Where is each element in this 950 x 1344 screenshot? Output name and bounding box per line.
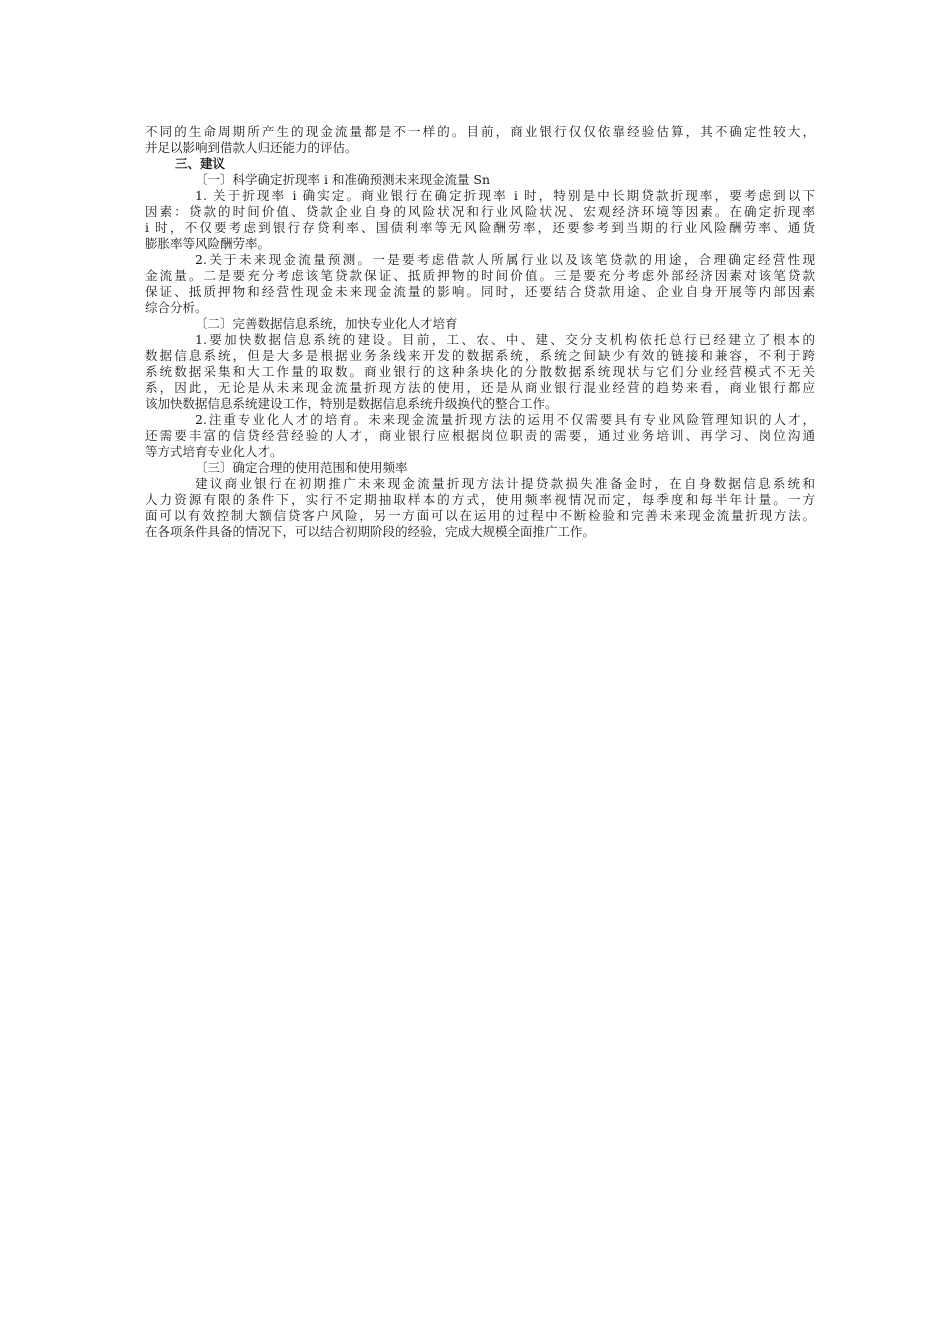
subsection-heading: 〔三〕确定合理的使用范围和使用频率 (195, 460, 408, 475)
text-line: 建议商业银行在初期推广未来现金流量折现方法计提贷款损失准备金时，在自身数据信息系统和 (195, 476, 815, 491)
text-line: 1. 关于折现率 i 确实定。商业银行在确定折现率 i 时，特别是中长期贷款折现率，要考虑到以下 (195, 188, 815, 203)
text-line: 因素：贷款的时间价值、贷款企业自身的风险状况和行业风险状况、宏观经济环境等因素。在确定折现率 (145, 204, 815, 219)
text-line: 在各项条件具备的情况下，可以结合初期阶段的经验，完成大规模全面推广工作。 (145, 524, 596, 539)
subsection-heading: 〔二〕完善数据信息系统，加快专业化人才培育 (195, 316, 458, 331)
text-line: 还需要丰富的信贷经营经验的人才，商业银行应根据岗位职责的需要，通过业务培训、再学习、岗位沟通 (145, 428, 815, 443)
text-line: 金流量。二是要充分考虑该笔贷款保证、抵质押物的时间价值。三是要充分考虑外部经济因素对该笔贷款 (145, 268, 815, 283)
text-line: 面可以有效控制大额信贷客户风险，另一方面可以在运用的过程中不断检验和完善未来现金流量折现方法。 (145, 508, 815, 523)
text-line: 该加快数据信息系统建设工作，特别是数据信息系统升级换代的整合工作。 (145, 396, 558, 411)
text-line: 不同的生命周期所产生的现金流量都是不一样的。目前，商业银行仅仅依靠经验估算，其不确定性较大， (145, 124, 815, 139)
text-line: 2.注重专业化人才的培育。未来现金流量折现方法的运用不仅需要具有专业风险管理知识的人才， (195, 412, 815, 427)
text-line: 系，因此，无论是从未来现金流量折现方法的使用，还是从商业银行混业经营的趋势来看，商业银行都应 (145, 380, 815, 395)
text-line: 膨胀率等风险酬劳率。 (145, 236, 271, 251)
text-line: 人力资源有限的条件下，实行不定期抽取样本的方式，使用频率视情况而定，每季度和每半年计量。一方 (145, 492, 815, 507)
text-line: 综合分析。 (145, 300, 208, 315)
subsection-heading: 〔一〕科学确定折现率 i 和准确预测未来现金流量 Sn (195, 172, 491, 187)
text-line: i 时，不仅要考虑到银行存贷利率、国债利率等无风险酬劳率，还要参考到当期的行业风险酬劳率、通货 (145, 220, 815, 235)
text-line: 等方式培育专业化人才。 (145, 444, 283, 459)
text-line: 2.关于未来现金流量预测。一是要考虑借款人所属行业以及该笔贷款的用途，合理确定经营性现 (195, 252, 815, 267)
text-line: 并足以影响到借款人归还能力的评估。 (145, 140, 358, 155)
text-line: 系统数据采集和大工作量的取数。商业银行的这种条块化的分散数据系统现状与它们分业经营模式不无关 (145, 364, 815, 379)
document-body (145, 124, 815, 540)
text-line: 1.要加快数据信息系统的建设。目前，工、农、中、建、交分支机构依托总行已经建立了根本的 (195, 332, 815, 347)
section-heading: 三、建议 (175, 156, 226, 171)
text-line: 数据信息系统，但是大多是根据业务条线来开发的数据系统，系统之间缺少有效的链接和兼容，不利于跨 (145, 348, 815, 363)
text-line: 保证、抵质押物和经营性现金未来现金流量的影响。同时，还要结合贷款用途、企业自身开展等内部因素 (145, 284, 815, 299)
